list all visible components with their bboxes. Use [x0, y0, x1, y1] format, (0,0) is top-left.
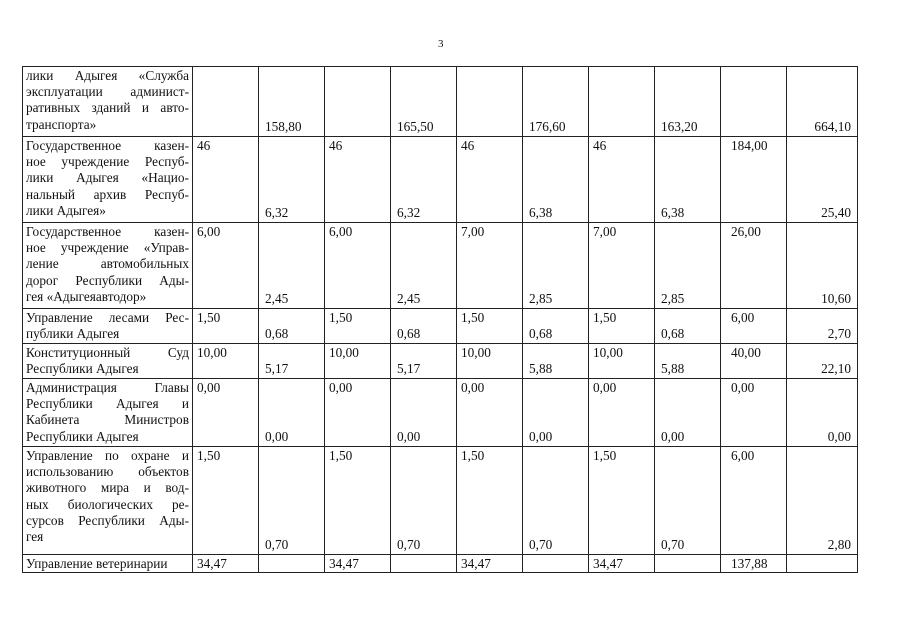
cell-bottom-value: 5,17	[397, 360, 421, 376]
value-cell	[259, 555, 325, 573]
cell-top-value: 1,50	[197, 310, 221, 325]
org-name-line: Республики Адыгея и	[26, 396, 189, 412]
value-cell	[193, 137, 259, 223]
value-cell	[457, 344, 523, 379]
cell-top-value: 0,00	[593, 380, 617, 395]
value-cell	[259, 309, 325, 344]
org-name-line: гея «Адыгеяавтодор»	[26, 288, 147, 304]
cell-bottom-value: 0,00	[529, 428, 553, 444]
cell-top-value: 1,50	[593, 310, 617, 325]
cell-bottom-value: 2,70	[827, 325, 851, 341]
cell-bottom-value: 5,88	[661, 360, 685, 376]
value-cell	[523, 137, 589, 223]
value-cell	[193, 555, 259, 573]
cell-bottom-value: 0,00	[827, 428, 851, 444]
cell-bottom-value: 0,68	[397, 325, 421, 341]
cell-bottom-value: 2,45	[265, 290, 289, 306]
value-cell	[589, 344, 655, 379]
cell-bottom-value: 158,80	[265, 118, 302, 134]
org-name-line: Кабинета Министров	[26, 412, 189, 428]
table-row	[23, 137, 858, 223]
cell-bottom-value: 0,70	[265, 536, 289, 552]
table-row	[23, 379, 858, 447]
cell-bottom-value: 6,38	[529, 204, 553, 220]
org-name-cell	[23, 309, 193, 344]
cell-bottom-value: 0,00	[661, 428, 685, 444]
org-name-cell	[23, 223, 193, 309]
cell-top-value: 46	[197, 138, 211, 153]
cell-top-value: 0,00	[731, 380, 755, 395]
value-cell	[193, 379, 259, 447]
org-name-line: нальный архив Респуб-	[26, 186, 189, 202]
value-cell	[457, 223, 523, 309]
cell-bottom-value: 0,68	[265, 325, 289, 341]
value-cell	[589, 137, 655, 223]
cell-bottom-value: 2,85	[529, 290, 553, 306]
org-name-line: Государственное казен-	[26, 138, 189, 153]
table-row	[23, 555, 858, 573]
value-cell	[523, 555, 589, 573]
org-name-cell	[23, 379, 193, 447]
value-cell	[193, 223, 259, 309]
org-name-line: Государственное казен-	[26, 224, 189, 239]
value-cell	[259, 223, 325, 309]
cell-bottom-value: 2,85	[661, 290, 685, 306]
cell-top-value: 26,00	[731, 224, 761, 239]
value-cell	[325, 344, 391, 379]
cell-top-value: 10,00	[461, 345, 491, 360]
cell-top-value: 0,00	[329, 380, 353, 395]
value-cell	[457, 447, 523, 555]
table-row	[23, 344, 858, 379]
value-cell	[655, 344, 721, 379]
cell-top-value: 1,50	[197, 448, 221, 463]
org-name-line: ное учреждение Респуб-	[26, 154, 189, 170]
cell-top-value: 34,47	[593, 556, 623, 571]
org-name-line: ное учреждение «Управ-	[26, 240, 189, 256]
cell-bottom-value: 0,68	[529, 325, 553, 341]
value-cell	[523, 379, 589, 447]
org-name-line: Управление ветеринарии	[26, 556, 168, 571]
org-name-line: ных биологических ре-	[26, 496, 189, 512]
value-cell	[325, 379, 391, 447]
value-cell	[457, 67, 523, 137]
cell-top-value: 7,00	[461, 224, 485, 239]
value-cell	[457, 309, 523, 344]
org-name-line: использованию объектов	[26, 464, 189, 480]
value-cell	[259, 344, 325, 379]
cell-top-value: 34,47	[197, 556, 227, 571]
cell-bottom-value: 0,00	[265, 428, 289, 444]
cell-bottom-value: 10,60	[821, 290, 851, 306]
table-row	[23, 223, 858, 309]
org-name-cell	[23, 67, 193, 137]
value-cell	[391, 379, 457, 447]
cell-bottom-value: 22,10	[821, 360, 851, 376]
value-cell	[193, 344, 259, 379]
cell-top-value: 0,00	[197, 380, 221, 395]
org-name-line: ление автомобильных	[26, 256, 189, 272]
cell-top-value: 1,50	[329, 310, 353, 325]
org-name-line: Управление лесами Рес-	[26, 310, 189, 325]
value-cell	[259, 137, 325, 223]
value-cell	[655, 137, 721, 223]
cell-top-value: 6,00	[731, 448, 755, 463]
cell-bottom-value: 25,40	[821, 204, 851, 220]
budget-table	[22, 66, 858, 573]
cell-bottom-value: 2,45	[397, 290, 421, 306]
cell-bottom-value: 6,32	[397, 204, 421, 220]
cell-top-value: 40,00	[731, 345, 761, 360]
value-cell	[325, 137, 391, 223]
value-cell	[325, 67, 391, 137]
org-name-cell	[23, 137, 193, 223]
value-cell	[193, 447, 259, 555]
value-cell	[391, 309, 457, 344]
value-cell	[523, 309, 589, 344]
cell-top-value: 1,50	[461, 310, 485, 325]
cell-top-value: 46	[461, 138, 475, 153]
page-number: 3	[438, 38, 444, 50]
value-cell	[523, 447, 589, 555]
value-cell	[457, 137, 523, 223]
value-cell	[787, 137, 858, 223]
value-cell	[787, 309, 858, 344]
value-cell	[589, 379, 655, 447]
value-cell	[391, 137, 457, 223]
cell-top-value: 0,00	[461, 380, 485, 395]
value-cell	[391, 67, 457, 137]
cell-top-value: 46	[593, 138, 607, 153]
cell-bottom-value: 0,70	[397, 536, 421, 552]
org-name-line: сурсов Республики Ады-	[26, 512, 189, 528]
cell-bottom-value: 6,38	[661, 204, 685, 220]
value-cell	[589, 555, 655, 573]
cell-top-value: 184,00	[731, 138, 768, 153]
value-cell	[655, 67, 721, 137]
value-cell	[391, 447, 457, 555]
value-cell	[589, 67, 655, 137]
cell-top-value: 1,50	[329, 448, 353, 463]
cell-bottom-value: 664,10	[814, 118, 851, 134]
org-name-line: транспорта»	[26, 116, 97, 132]
org-name-line: эксплуатации админист-	[26, 84, 189, 100]
value-cell	[391, 223, 457, 309]
value-cell	[721, 344, 787, 379]
value-cell	[655, 309, 721, 344]
org-name-line: лики Адыгея «Служба	[26, 68, 189, 83]
value-cell	[721, 309, 787, 344]
org-name-line: ративных зданий и авто-	[26, 100, 189, 116]
org-name-line: Управление по охране и	[26, 448, 189, 463]
org-name-line: Республики Адыгея	[26, 361, 139, 377]
value-cell	[391, 344, 457, 379]
cell-bottom-value: 0,70	[529, 536, 553, 552]
value-cell	[787, 447, 858, 555]
value-cell	[259, 67, 325, 137]
cell-bottom-value: 176,60	[529, 118, 566, 134]
value-cell	[721, 223, 787, 309]
cell-top-value: 10,00	[593, 345, 623, 360]
cell-top-value: 10,00	[329, 345, 359, 360]
org-name-line: гея	[26, 529, 44, 545]
value-cell	[655, 555, 721, 573]
value-cell	[655, 447, 721, 555]
org-name-line: животного мира и вод-	[26, 480, 189, 496]
value-cell	[325, 447, 391, 555]
value-cell	[325, 555, 391, 573]
value-cell	[259, 379, 325, 447]
value-cell	[655, 379, 721, 447]
value-cell	[721, 137, 787, 223]
value-cell	[787, 379, 858, 447]
value-cell	[787, 555, 858, 573]
table-row	[23, 67, 858, 137]
org-name-line: Администрация Главы	[26, 380, 189, 395]
cell-top-value: 7,00	[593, 224, 617, 239]
table-row	[23, 447, 858, 555]
cell-top-value: 6,00	[197, 224, 221, 239]
org-name-line: лики Адыгея «Нацио-	[26, 170, 189, 186]
org-name-line: Конституционный Суд	[26, 345, 189, 360]
value-cell	[721, 379, 787, 447]
cell-top-value: 10,00	[197, 345, 227, 360]
value-cell	[193, 309, 259, 344]
cell-top-value: 137,88	[731, 556, 768, 571]
cell-bottom-value: 165,50	[397, 118, 434, 134]
table-row	[23, 309, 858, 344]
cell-bottom-value: 5,88	[529, 360, 553, 376]
org-name-cell	[23, 555, 193, 573]
org-name-line: лики Адыгея»	[26, 202, 106, 218]
cell-top-value: 6,00	[731, 310, 755, 325]
cell-top-value: 1,50	[593, 448, 617, 463]
cell-bottom-value: 2,80	[827, 536, 851, 552]
value-cell	[787, 223, 858, 309]
value-cell	[589, 447, 655, 555]
value-cell	[325, 223, 391, 309]
value-cell	[523, 223, 589, 309]
org-name-line: публики Адыгея	[26, 326, 120, 342]
value-cell	[721, 555, 787, 573]
cell-bottom-value: 5,17	[265, 360, 289, 376]
value-cell	[787, 344, 858, 379]
value-cell	[589, 309, 655, 344]
cell-bottom-value: 163,20	[661, 118, 698, 134]
value-cell	[259, 447, 325, 555]
cell-bottom-value: 0,70	[661, 536, 685, 552]
cell-bottom-value: 0,68	[661, 325, 685, 341]
value-cell	[589, 223, 655, 309]
cell-top-value: 6,00	[329, 224, 353, 239]
value-cell	[787, 67, 858, 137]
cell-top-value: 34,47	[329, 556, 359, 571]
value-cell	[721, 67, 787, 137]
cell-bottom-value: 0,00	[397, 428, 421, 444]
value-cell	[523, 67, 589, 137]
org-name-line: Республики Адыгея	[26, 428, 139, 444]
value-cell	[457, 555, 523, 573]
value-cell	[391, 555, 457, 573]
value-cell	[721, 447, 787, 555]
value-cell	[523, 344, 589, 379]
cell-bottom-value: 6,32	[265, 204, 289, 220]
org-name-cell	[23, 447, 193, 555]
cell-top-value: 34,47	[461, 556, 491, 571]
cell-top-value: 46	[329, 138, 343, 153]
cell-top-value: 1,50	[461, 448, 485, 463]
org-name-line: дорог Республики Ады-	[26, 272, 189, 288]
value-cell	[655, 223, 721, 309]
value-cell	[193, 67, 259, 137]
value-cell	[457, 379, 523, 447]
value-cell	[325, 309, 391, 344]
org-name-cell	[23, 344, 193, 379]
